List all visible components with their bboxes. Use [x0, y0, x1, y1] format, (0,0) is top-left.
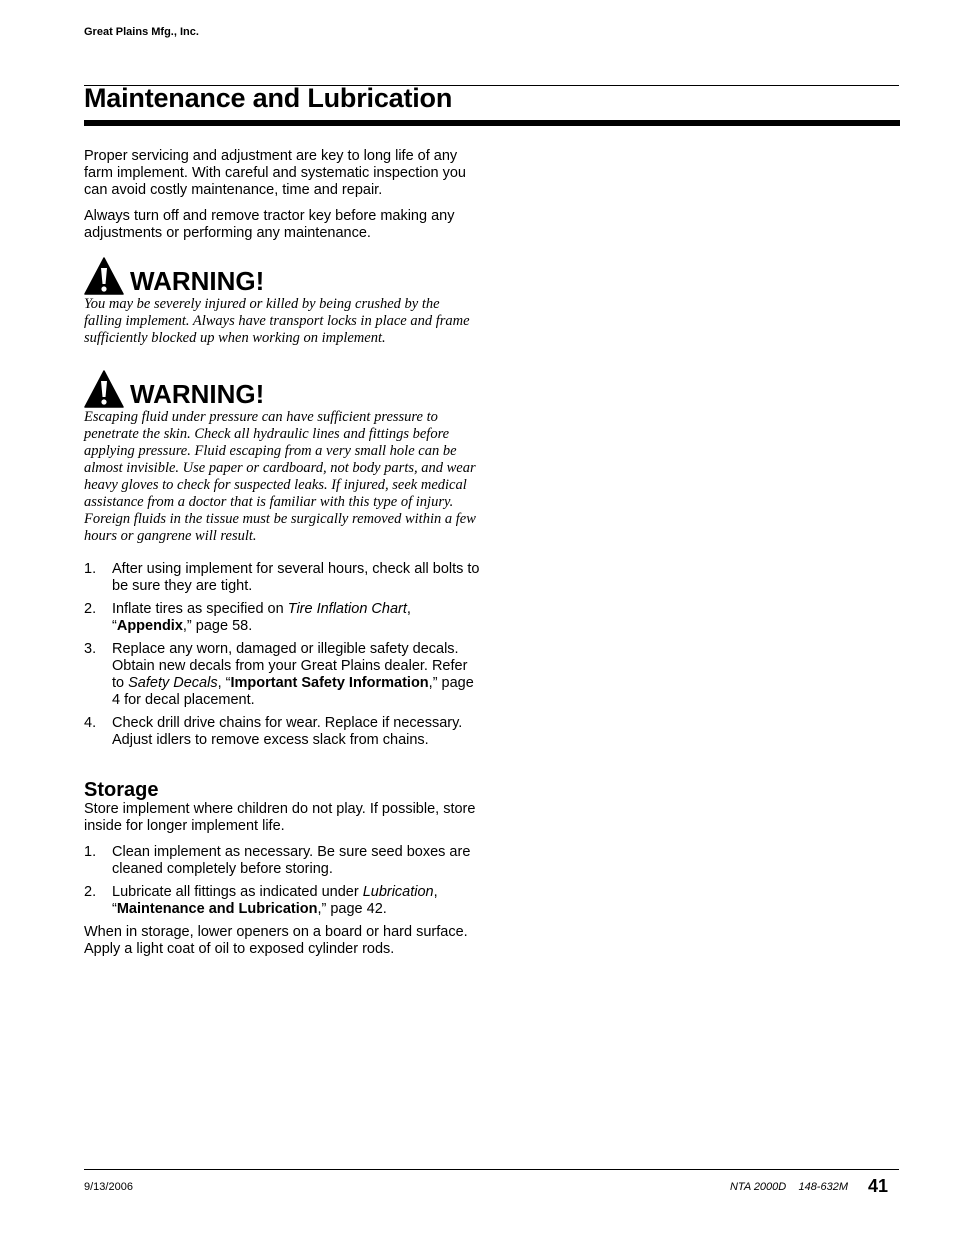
step-text-part: Replace any worn, damaged or illegible safety decals. Obtain new decals from your Great Plains dealer. Refer to: [112, 641, 468, 691]
step-text-part: Lubricate all fittings as indicated under: [112, 884, 363, 900]
warning-triangle-icon: [84, 256, 124, 296]
lubrication-reference: Lubrication: [362, 884, 434, 900]
page-title: Maintenance and Lubrication: [84, 83, 453, 113]
decals-reference: Safety Decals: [128, 675, 218, 691]
step-text: After using implement for several hours, check all bolts to be sure they are tight.: [112, 561, 480, 594]
warning-label: WARNING!: [130, 379, 265, 409]
warning-text: You may be severely injured or killed by being crushed by the falling implement. Always have transport locks in place and frame sufficiently blocked up when working on implement.: [84, 296, 470, 346]
step-number: 3.: [84, 641, 97, 657]
list-item: [84, 844, 480, 878]
footer-date: 9/13/2006: [84, 1181, 133, 1193]
step-text-part: , “: [217, 675, 231, 691]
warning-label: WARNING!: [130, 266, 265, 296]
title-rule: [84, 120, 900, 126]
page-number: 41: [867, 1176, 888, 1196]
step-number: 2.: [84, 884, 97, 900]
step-number: 2.: [84, 601, 97, 617]
section-reference: Important Safety Information: [230, 675, 429, 691]
chart-reference: Tire Inflation Chart: [287, 601, 407, 617]
step-text-part: ,” page 42.: [317, 901, 387, 917]
warning-block: [84, 369, 480, 545]
storage-steps: [84, 844, 480, 918]
warning-block: [84, 256, 480, 347]
step-text-part: ,” page 58.: [182, 618, 253, 634]
list-item: [84, 641, 480, 709]
main-column: [84, 148, 480, 967]
storage-heading: Storage: [84, 779, 159, 801]
step-text: [112, 601, 480, 635]
step-text-part: , “: [112, 601, 411, 634]
step-text: [112, 884, 480, 918]
storage-closing: When in storage, lower openers on a board or hard surface. Apply a light coat of oil to exposed cylinder rods.: [84, 924, 468, 957]
intro-paragraph: Proper servicing and adjustment are key to long life of any farm implement. With careful and systematic inspection you can avoid costly maintenance, time and repair.: [84, 148, 466, 198]
footer-rule: [84, 1169, 899, 1170]
step-number: 1.: [84, 844, 97, 860]
warning-heading: [84, 369, 480, 409]
list-item: [84, 561, 480, 595]
step-text-part: Inflate tires as specified on: [112, 601, 288, 617]
footer-model-number: NTA 2000D 148-632M: [729, 1181, 848, 1193]
step-number: 1.: [84, 561, 97, 577]
list-item: [84, 601, 480, 635]
section-reference: Maintenance and Lubrication: [116, 901, 318, 917]
maintenance-steps: [84, 561, 480, 749]
step-number: 4.: [84, 715, 97, 731]
intro-paragraph: Always turn off and remove tractor key before making any adjustments or performing any maintenance.: [84, 208, 455, 241]
warning-text: Escaping fluid under pressure can have sufficient pressure to penetrate the skin. Check all hydraulic lines and fittings before applying pressure. Fluid escaping from a very small hole can be almost invisible. Use paper or cardboard, not body parts, and wear heavy gloves to check for suspected leaks. If injured, seek medical assistance from a doctor that is familiar with this type of injury. Foreign fluids in the tissue must be surgically removed within a few hours or gangrene will result.: [84, 409, 476, 544]
list-item: [84, 715, 480, 749]
step-text: Check drill drive chains for wear. Replace if necessary. Adjust idlers to remove excess slack from chains.: [112, 715, 463, 748]
list-item: [84, 884, 480, 918]
step-text-part: ,” page 4 for decal placement.: [112, 675, 474, 708]
step-text: Clean implement as necessary. Be sure seed boxes are cleaned completely before storing.: [112, 844, 471, 877]
warning-triangle-icon: [84, 369, 124, 409]
section-reference: Appendix: [116, 618, 183, 634]
step-text-part: , “: [112, 884, 438, 917]
warning-heading: [84, 256, 480, 296]
company-name: Great Plains Mfg., Inc.: [84, 26, 199, 38]
step-text: [112, 641, 480, 709]
storage-intro: Store implement where children do not play. If possible, store inside for longer implement life.: [84, 801, 476, 834]
